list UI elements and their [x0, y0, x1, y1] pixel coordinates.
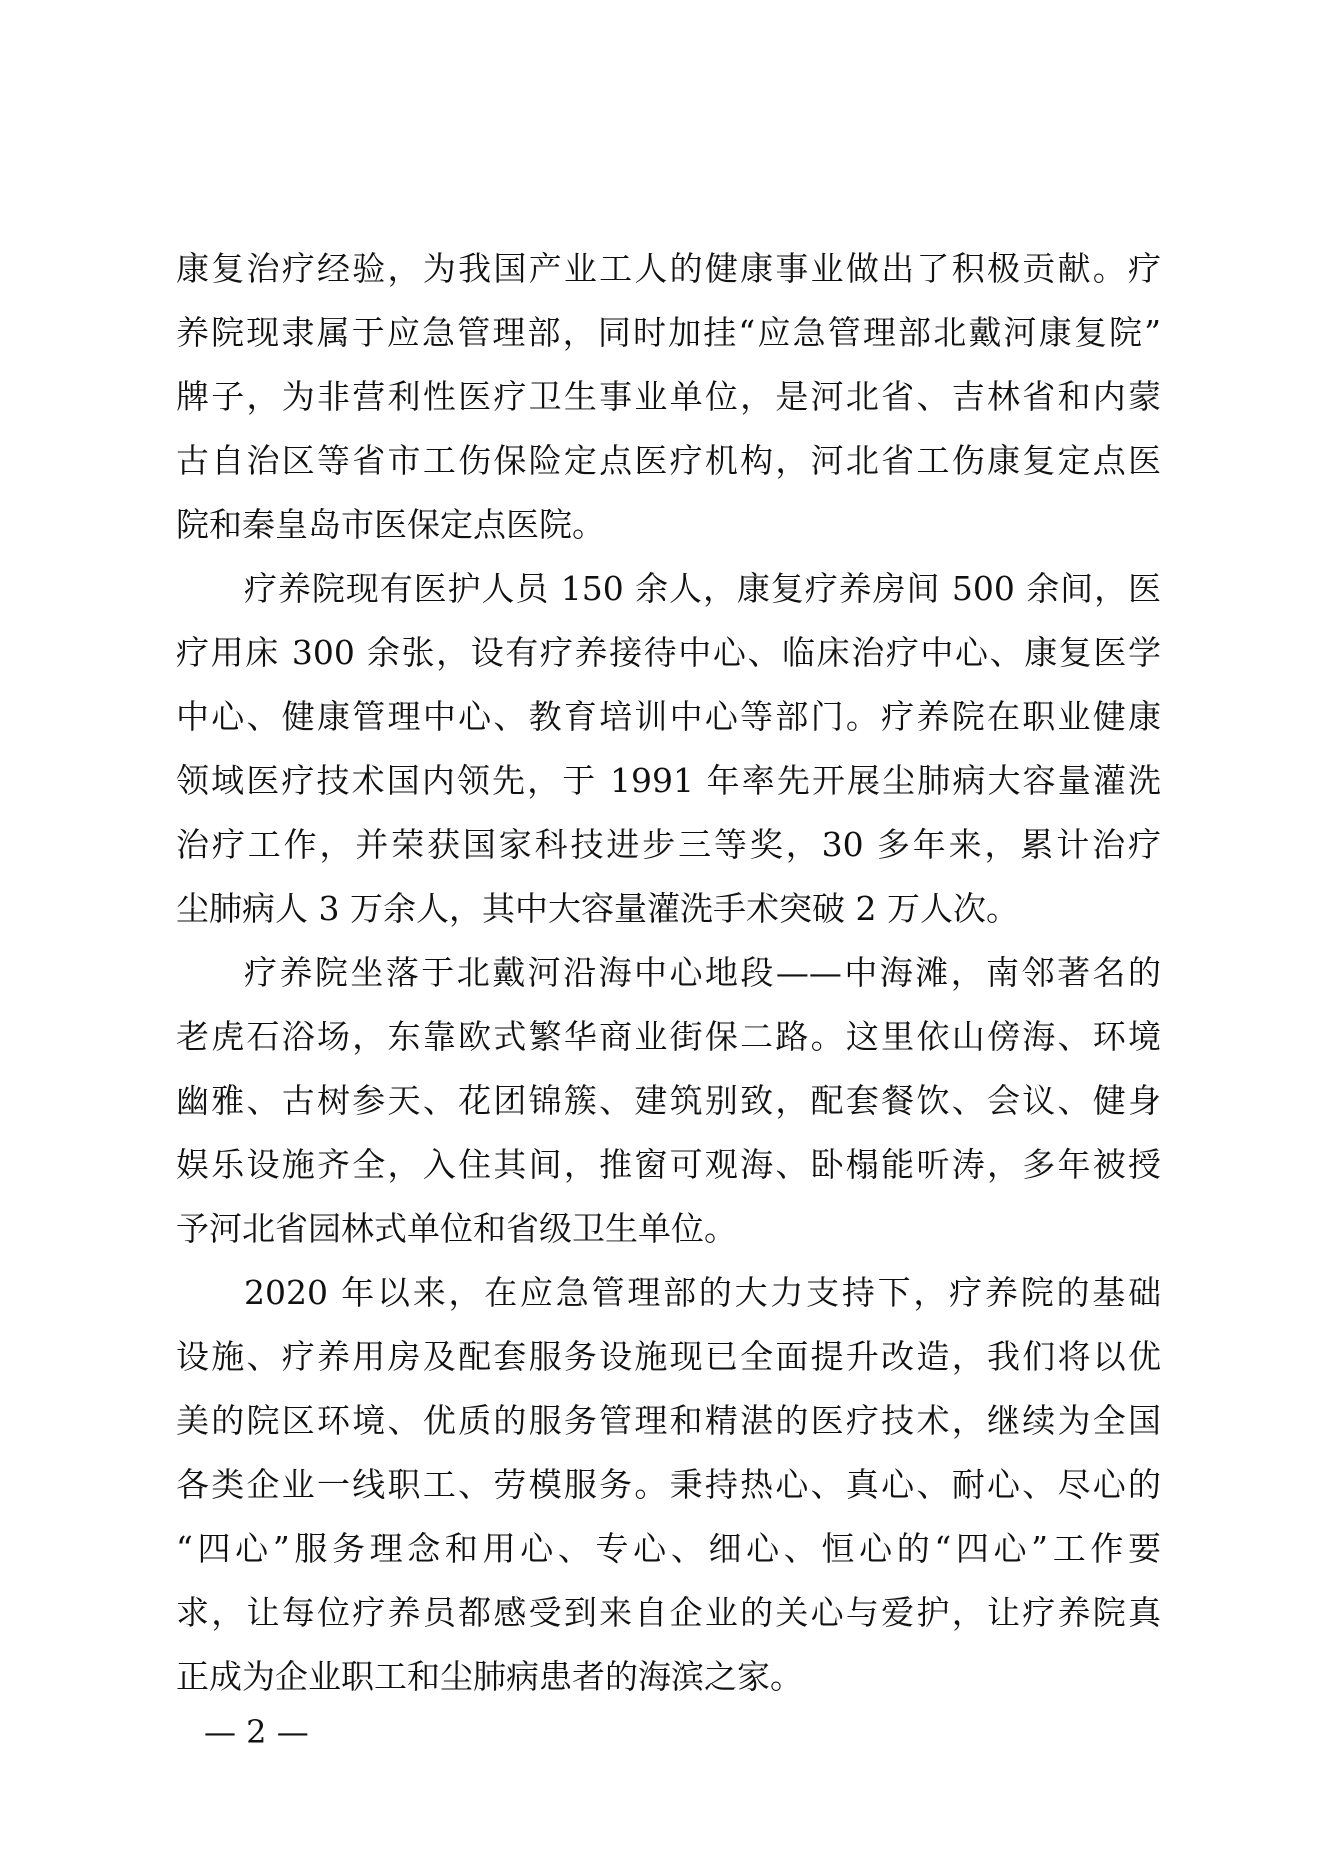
- text-line: 美的院区环境、优质的服务管理和精湛的医疗技术，继续为全国: [176, 1401, 1161, 1440]
- document-body: [176, 237, 1161, 1709]
- text-line: 老虎石浴场，东靠欧式繁华商业街保二路。这里依山傍海、环境: [176, 1017, 1161, 1056]
- text-line: 幽雅、古树参天、花团锦簇、建筑别致，配套餐饮、会议、健身: [176, 1081, 1161, 1120]
- text-line: 娱乐设施齐全，入住其间，推窗可观海、卧榻能听涛，多年被授: [176, 1145, 1161, 1184]
- text-line: 疗养院现有医护人员 150 余人，康复疗养房间 500 余间，医: [244, 569, 1161, 608]
- paragraph-1: [176, 237, 1161, 557]
- paragraph-4: [176, 1261, 1161, 1709]
- text-line: 疗用床 300 余张，设有疗养接待中心、临床治疗中心、康复医学: [176, 633, 1161, 672]
- text-line: 正成为企业职工和尘肺病患者的海滨之家。: [176, 1657, 803, 1696]
- text-line: 牌子，为非营利性医疗卫生事业单位，是河北省、吉林省和内蒙: [176, 377, 1161, 416]
- page-number: — 2 —: [204, 1713, 309, 1751]
- text-line: 治疗工作，并荣获国家科技进步三等奖，30 多年来，累计治疗: [176, 825, 1161, 864]
- text-line: “四心”服务理念和用心、专心、细心、恒心的“四心”工作要: [176, 1529, 1161, 1568]
- text-line: 古自治区等省市工伤保险定点医疗机构，河北省工伤康复定点医: [176, 441, 1161, 480]
- text-line: 设施、疗养用房及配套服务设施现已全面提升改造，我们将以优: [176, 1337, 1161, 1376]
- text-line: 领域医疗技术国内领先，于 1991 年率先开展尘肺病大容量灌洗: [176, 761, 1161, 800]
- text-line: 院和秦皇岛市医保定点医院。: [176, 505, 605, 544]
- paragraph-2: [176, 557, 1161, 941]
- text-line: 养院现隶属于应急管理部，同时加挂“应急管理部北戴河康复院”: [176, 313, 1161, 352]
- text-line: 各类企业一线职工、劳模服务。秉持热心、真心、耐心、尽心的: [176, 1465, 1161, 1504]
- text-line: 中心、健康管理中心、教育培训中心等部门。疗养院在职业健康: [176, 697, 1161, 736]
- text-line: 予河北省园林式单位和省级卫生单位。: [176, 1209, 737, 1248]
- text-line: 康复治疗经验，为我国产业工人的健康事业做出了积极贡献。疗: [176, 249, 1161, 288]
- text-line: 2020 年以来，在应急管理部的大力支持下，疗养院的基础: [244, 1273, 1161, 1312]
- text-line: 疗养院坐落于北戴河沿海中心地段——中海滩，南邻著名的: [244, 953, 1161, 992]
- text-line: 求，让每位疗养员都感受到来自企业的关心与爱护，让疗养院真: [176, 1593, 1161, 1632]
- paragraph-3: [176, 941, 1161, 1261]
- text-line: 尘肺病人 3 万余人，其中大容量灌洗手术突破 2 万人次。: [176, 889, 1019, 928]
